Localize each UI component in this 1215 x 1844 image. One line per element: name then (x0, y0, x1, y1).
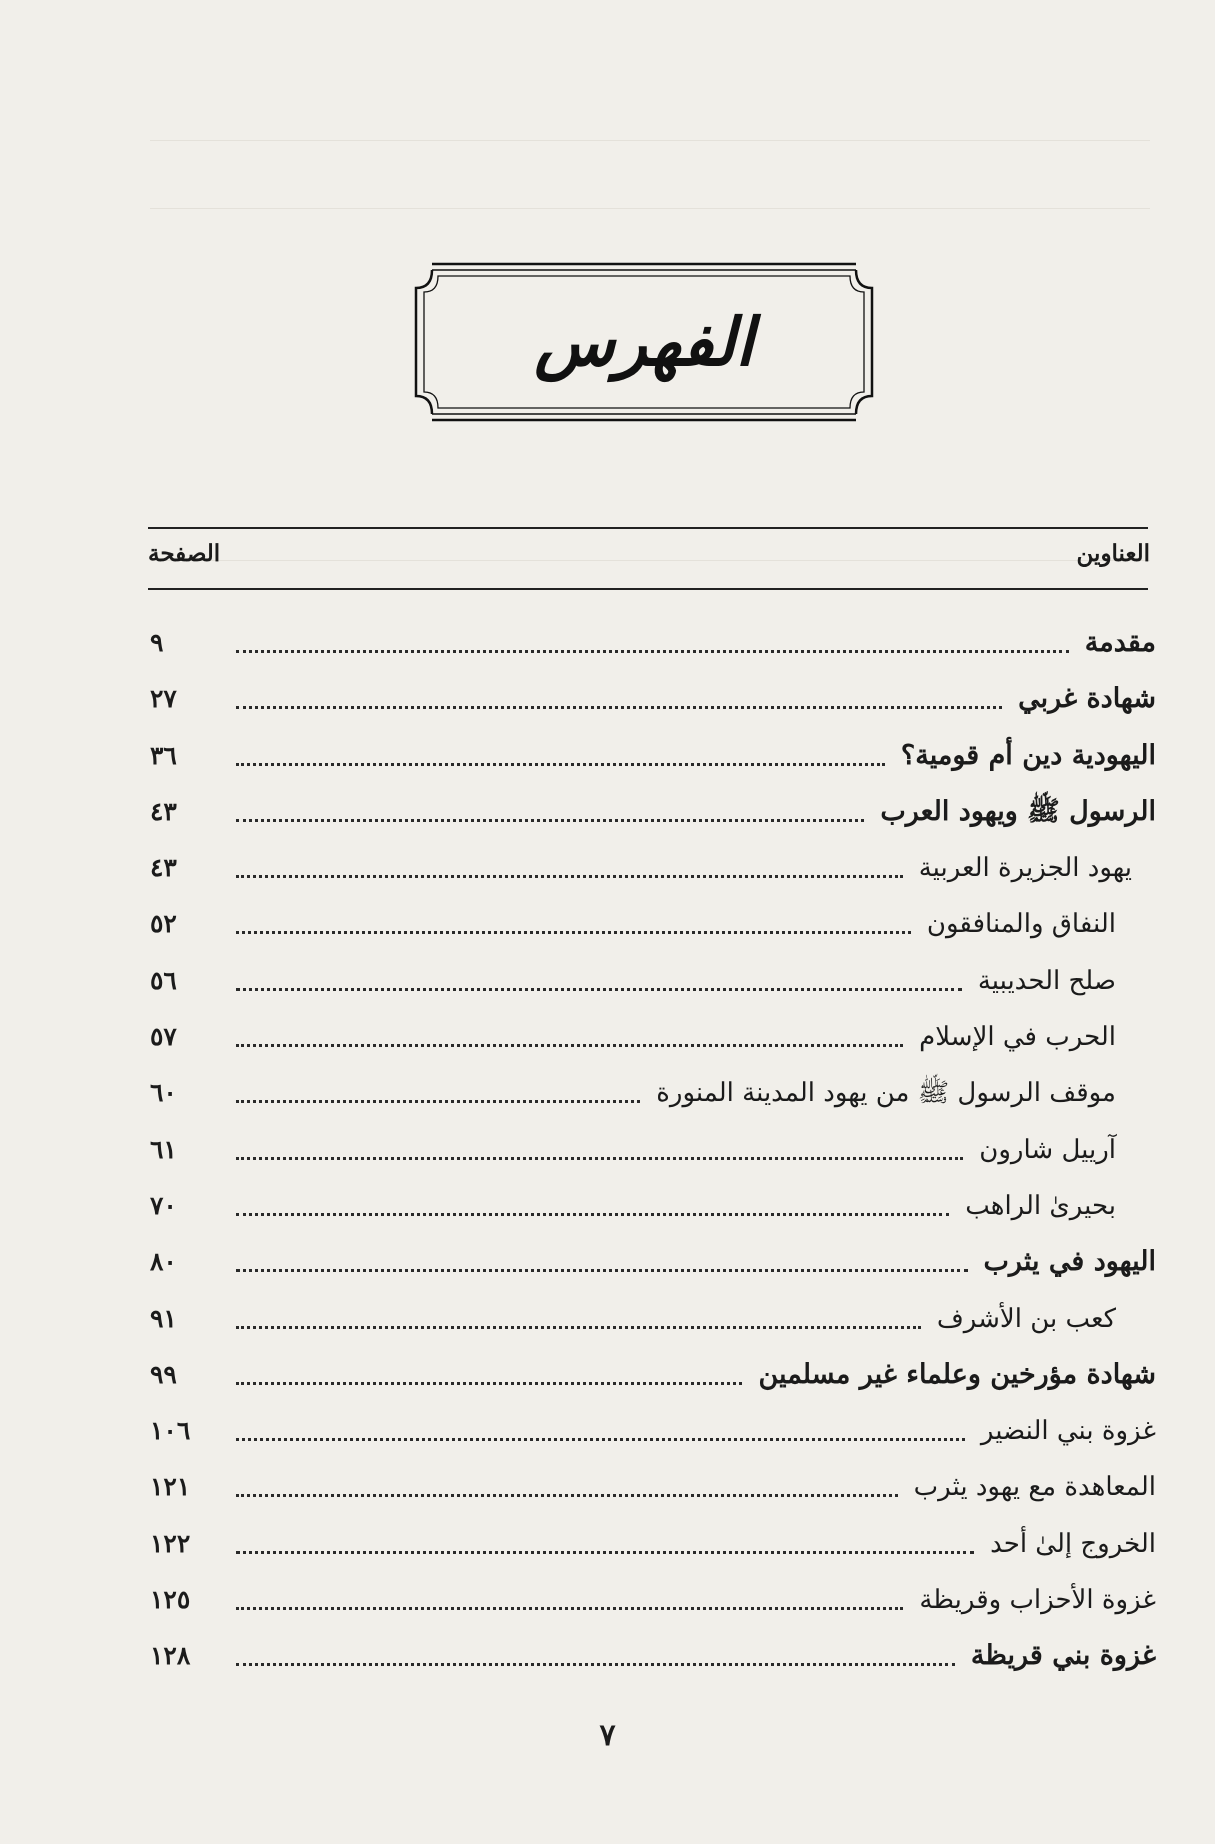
toc-entry[interactable] (140, 672, 1156, 728)
dot-leader (236, 1663, 955, 1666)
dot-leader (236, 1326, 921, 1329)
dot-leader (236, 1044, 903, 1047)
toc-entry-title: بحيرىٰ الراهب (955, 1189, 1116, 1223)
toc-entry-title: النفاق والمنافقون (917, 907, 1116, 941)
toc-entry-page: ١٢١ (150, 1472, 191, 1502)
toc-entry-title: الخروج إلىٰ أحد (980, 1527, 1156, 1561)
toc-entry-title: شهادة غربي (1008, 682, 1156, 716)
toc-entry-title: مقدمة (1075, 626, 1156, 660)
toc-entry-title: الحرب في الإسلام (909, 1020, 1116, 1054)
toc-entry[interactable] (140, 1517, 1156, 1573)
dot-leader (236, 1213, 949, 1216)
toc-entry[interactable] (140, 1123, 1156, 1179)
toc-entry-page: ٥٢ (150, 909, 177, 939)
toc-entry-page: ٥٦ (150, 965, 177, 995)
toc-entry[interactable] (140, 1292, 1156, 1348)
dot-leader (236, 706, 1002, 709)
toc-entry-title: المعاهدة مع يهود يثرب (904, 1470, 1156, 1504)
page-title: الفهرس (534, 303, 754, 381)
dot-leader (236, 988, 962, 991)
toc-entry[interactable] (140, 841, 1156, 897)
toc-entry-page: ٤٣ (150, 853, 177, 883)
toc-entry-title: كعب بن الأشرف (927, 1302, 1116, 1336)
toc-entry-page: ٤٣ (150, 796, 177, 826)
toc-entry[interactable] (140, 1404, 1156, 1460)
dot-leader (236, 1157, 963, 1160)
toc-entry-title: الرسول ﷺ ويهود العرب (870, 795, 1156, 829)
page-number: ٧ (599, 1718, 616, 1753)
toc-entry[interactable] (140, 1235, 1156, 1291)
toc-entry-page: ٦١ (150, 1134, 177, 1164)
toc-entry-page: ٨٠ (150, 1247, 177, 1277)
title-frame (404, 262, 884, 422)
toc-entry[interactable] (140, 1010, 1156, 1066)
header-bottom-rule (148, 588, 1148, 590)
toc-entry[interactable] (140, 729, 1156, 785)
toc-entry[interactable] (140, 954, 1156, 1010)
bleed-through-line (150, 140, 1150, 141)
dot-leader (236, 1269, 968, 1272)
dot-leader (236, 1494, 898, 1497)
toc-entry-page: ٥٧ (150, 1022, 177, 1052)
toc-entry[interactable] (140, 1066, 1156, 1122)
dot-leader (236, 1100, 640, 1103)
bleed-through-line (150, 208, 1150, 209)
toc-entry-page: ٩٩ (150, 1359, 177, 1389)
toc-entry-title: اليهود في يثرب (974, 1245, 1156, 1279)
toc-entry[interactable] (140, 897, 1156, 953)
toc-entry-title: غزوة الأحزاب وقريظة (909, 1583, 1156, 1617)
dot-leader (236, 763, 885, 766)
toc-entry[interactable] (140, 1629, 1156, 1685)
toc-entry-title: غزوة بني النضير (971, 1414, 1156, 1448)
dot-leader (236, 875, 903, 878)
dot-leader (236, 650, 1069, 653)
bleed-through-line (150, 560, 1150, 561)
dot-leader (236, 931, 911, 934)
toc-entry[interactable] (140, 1573, 1156, 1629)
dot-leader (236, 1438, 965, 1441)
toc-entry-title: آرييل شارون (969, 1133, 1116, 1167)
dot-leader (236, 1382, 742, 1385)
toc-entry[interactable] (140, 616, 1156, 672)
toc-entry-title: شهادة مؤرخين وعلماء غير مسلمين (749, 1358, 1157, 1392)
toc-entry[interactable] (140, 1460, 1156, 1516)
dot-leader (236, 1551, 974, 1554)
toc-entry-page: ٩١ (150, 1303, 177, 1333)
toc-entry-page: ٢٧ (150, 684, 177, 714)
header-top-rule (148, 527, 1148, 529)
toc-entry[interactable] (140, 785, 1156, 841)
toc-entry-page: ٧٠ (150, 1190, 177, 1220)
toc-entry-title: صلح الحديبية (968, 964, 1116, 998)
toc-entry-page: ١٢٥ (150, 1585, 191, 1615)
titles-column-header: العناوين (1076, 540, 1150, 567)
toc-entry[interactable] (140, 1179, 1156, 1235)
toc-entry-title: اليهودية دين أم قومية؟ (891, 739, 1156, 773)
page-column-header: الصفحة (148, 540, 221, 567)
toc-entry-title: غزوة بني قريظة (961, 1639, 1156, 1673)
dot-leader (236, 1607, 903, 1610)
toc-entry-page: ١٢٢ (150, 1528, 191, 1558)
toc-entry-page: ٦٠ (150, 1078, 177, 1108)
toc-entry-page: ٩ (150, 628, 164, 657)
toc-entry-title: موقف الرسول ﷺ من يهود المدينة المنورة (646, 1076, 1116, 1110)
toc-entry-title: يهود الجزيرة العربية (909, 851, 1132, 885)
toc-entry[interactable] (140, 1348, 1156, 1404)
toc-entry-page: ٣٦ (150, 740, 177, 770)
toc-list (140, 616, 1156, 1686)
toc-entry-page: ١٠٦ (150, 1416, 191, 1446)
dot-leader (236, 819, 864, 822)
toc-entry-page: ١٢٨ (150, 1641, 191, 1671)
